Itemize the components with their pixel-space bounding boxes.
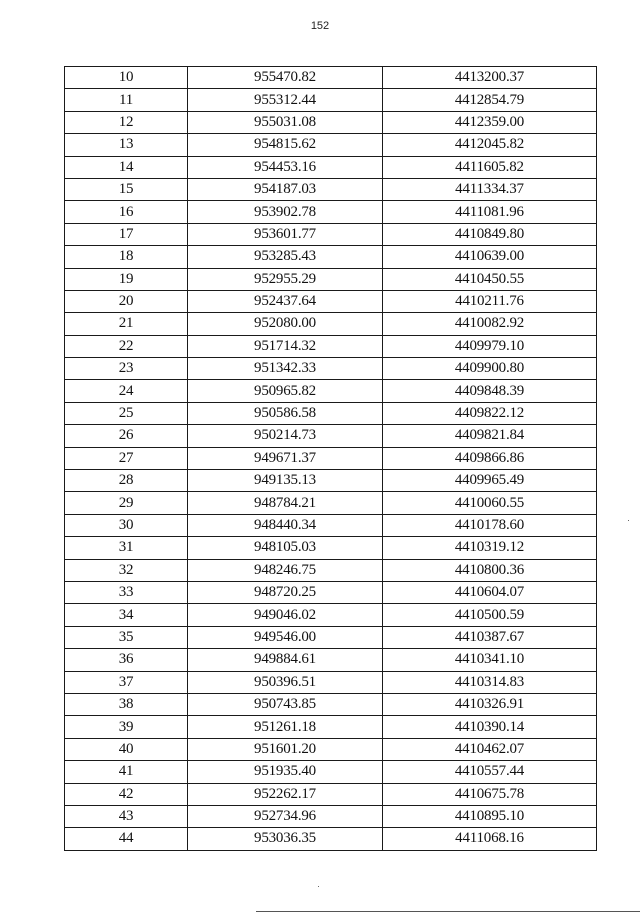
y-coordinate-cell: 4409848.39 xyxy=(383,380,597,402)
y-coordinate-cell: 4410557.44 xyxy=(383,761,597,783)
y-coordinate-cell: 4410462.07 xyxy=(383,738,597,760)
y-coordinate-cell: 4411605.82 xyxy=(383,156,597,178)
point-number-cell: 15 xyxy=(65,178,188,200)
y-coordinate-cell: 4409979.10 xyxy=(383,335,597,357)
y-coordinate-cell: 4412854.79 xyxy=(383,89,597,111)
x-coordinate-cell: 954815.62 xyxy=(188,134,383,156)
y-coordinate-cell: 4411068.16 xyxy=(383,828,597,850)
point-number-cell: 19 xyxy=(65,268,188,290)
table-row xyxy=(65,470,597,492)
point-number-cell: 13 xyxy=(65,134,188,156)
x-coordinate-cell: 950214.73 xyxy=(188,425,383,447)
table-row xyxy=(65,738,597,760)
x-coordinate-cell: 948105.03 xyxy=(188,537,383,559)
point-number-cell: 44 xyxy=(65,828,188,850)
x-coordinate-cell: 951342.33 xyxy=(188,358,383,380)
table-row xyxy=(65,313,597,335)
y-coordinate-cell: 4410895.10 xyxy=(383,805,597,827)
point-number-cell: 31 xyxy=(65,537,188,559)
x-coordinate-cell: 950965.82 xyxy=(188,380,383,402)
table-row xyxy=(65,828,597,850)
table-row xyxy=(65,447,597,469)
point-number-cell: 12 xyxy=(65,111,188,133)
point-number-cell: 38 xyxy=(65,693,188,715)
table-row xyxy=(65,626,597,648)
table-row xyxy=(65,246,597,268)
x-coordinate-cell: 950586.58 xyxy=(188,402,383,424)
y-coordinate-cell: 4410800.36 xyxy=(383,559,597,581)
y-coordinate-cell: 4410082.92 xyxy=(383,313,597,335)
y-coordinate-cell: 4409900.80 xyxy=(383,358,597,380)
page-number: 152 xyxy=(310,20,330,32)
x-coordinate-cell: 952734.96 xyxy=(188,805,383,827)
y-coordinate-cell: 4413200.37 xyxy=(383,67,597,89)
table-row xyxy=(65,67,597,89)
scan-speck xyxy=(628,520,629,521)
table-row xyxy=(65,402,597,424)
x-coordinate-cell: 949884.61 xyxy=(188,649,383,671)
table-row xyxy=(65,581,597,603)
point-number-cell: 14 xyxy=(65,156,188,178)
x-coordinate-cell: 953285.43 xyxy=(188,246,383,268)
y-coordinate-cell: 4410604.07 xyxy=(383,581,597,603)
table-row xyxy=(65,380,597,402)
y-coordinate-cell: 4410450.55 xyxy=(383,268,597,290)
table-row xyxy=(65,649,597,671)
x-coordinate-cell: 952080.00 xyxy=(188,313,383,335)
x-coordinate-cell: 950396.51 xyxy=(188,671,383,693)
table-row xyxy=(65,335,597,357)
y-coordinate-cell: 4410639.00 xyxy=(383,246,597,268)
table-row xyxy=(65,425,597,447)
point-number-cell: 30 xyxy=(65,514,188,536)
x-coordinate-cell: 948246.75 xyxy=(188,559,383,581)
x-coordinate-cell: 948720.25 xyxy=(188,581,383,603)
point-number-cell: 35 xyxy=(65,626,188,648)
point-number-cell: 41 xyxy=(65,761,188,783)
point-number-cell: 27 xyxy=(65,447,188,469)
x-coordinate-cell: 949546.00 xyxy=(188,626,383,648)
table-row xyxy=(65,89,597,111)
point-number-cell: 29 xyxy=(65,492,188,514)
point-number-cell: 42 xyxy=(65,783,188,805)
table-row xyxy=(65,290,597,312)
x-coordinate-cell: 954453.16 xyxy=(188,156,383,178)
x-coordinate-cell: 954187.03 xyxy=(188,178,383,200)
x-coordinate-cell: 955312.44 xyxy=(188,89,383,111)
x-coordinate-cell: 953036.35 xyxy=(188,828,383,850)
y-coordinate-cell: 4410675.78 xyxy=(383,783,597,805)
x-coordinate-cell: 948784.21 xyxy=(188,492,383,514)
x-coordinate-cell: 951261.18 xyxy=(188,716,383,738)
point-number-cell: 34 xyxy=(65,604,188,626)
point-number-cell: 21 xyxy=(65,313,188,335)
coordinates-table xyxy=(64,66,597,851)
point-number-cell: 40 xyxy=(65,738,188,760)
point-number-cell: 28 xyxy=(65,470,188,492)
y-coordinate-cell: 4410178.60 xyxy=(383,514,597,536)
x-coordinate-cell: 952955.29 xyxy=(188,268,383,290)
x-coordinate-cell: 955031.08 xyxy=(188,111,383,133)
y-coordinate-cell: 4410341.10 xyxy=(383,649,597,671)
y-coordinate-cell: 4410387.67 xyxy=(383,626,597,648)
y-coordinate-cell: 4410849.80 xyxy=(383,223,597,245)
point-number-cell: 43 xyxy=(65,805,188,827)
point-number-cell: 11 xyxy=(65,89,188,111)
y-coordinate-cell: 4411081.96 xyxy=(383,201,597,223)
y-coordinate-cell: 4410060.55 xyxy=(383,492,597,514)
table-row xyxy=(65,693,597,715)
point-number-cell: 37 xyxy=(65,671,188,693)
y-coordinate-cell: 4409866.86 xyxy=(383,447,597,469)
point-number-cell: 22 xyxy=(65,335,188,357)
table-row xyxy=(65,671,597,693)
point-number-cell: 23 xyxy=(65,358,188,380)
table-row xyxy=(65,111,597,133)
x-coordinate-cell: 951935.40 xyxy=(188,761,383,783)
y-coordinate-cell: 4409821.84 xyxy=(383,425,597,447)
x-coordinate-cell: 951601.20 xyxy=(188,738,383,760)
x-coordinate-cell: 952437.64 xyxy=(188,290,383,312)
y-coordinate-cell: 4410326.91 xyxy=(383,693,597,715)
y-coordinate-cell: 4409965.49 xyxy=(383,470,597,492)
x-coordinate-cell: 955470.82 xyxy=(188,67,383,89)
table-row xyxy=(65,761,597,783)
table-row xyxy=(65,783,597,805)
y-coordinate-cell: 4411334.37 xyxy=(383,178,597,200)
y-coordinate-cell: 4412045.82 xyxy=(383,134,597,156)
y-coordinate-cell: 4409822.12 xyxy=(383,402,597,424)
point-number-cell: 33 xyxy=(65,581,188,603)
table-row xyxy=(65,201,597,223)
x-coordinate-cell: 952262.17 xyxy=(188,783,383,805)
coordinates-table-body xyxy=(65,67,597,851)
x-coordinate-cell: 949046.02 xyxy=(188,604,383,626)
x-coordinate-cell: 953902.78 xyxy=(188,201,383,223)
table-row xyxy=(65,604,597,626)
point-number-cell: 20 xyxy=(65,290,188,312)
x-coordinate-cell: 953601.77 xyxy=(188,223,383,245)
point-number-cell: 39 xyxy=(65,716,188,738)
y-coordinate-cell: 4410500.59 xyxy=(383,604,597,626)
table-row xyxy=(65,716,597,738)
point-number-cell: 17 xyxy=(65,223,188,245)
y-coordinate-cell: 4410211.76 xyxy=(383,290,597,312)
x-coordinate-cell: 948440.34 xyxy=(188,514,383,536)
point-number-cell: 32 xyxy=(65,559,188,581)
point-number-cell: 36 xyxy=(65,649,188,671)
table-row xyxy=(65,134,597,156)
table-row xyxy=(65,178,597,200)
table-row xyxy=(65,268,597,290)
table-row xyxy=(65,805,597,827)
point-number-cell: 10 xyxy=(65,67,188,89)
table-row xyxy=(65,358,597,380)
y-coordinate-cell: 4412359.00 xyxy=(383,111,597,133)
point-number-cell: 26 xyxy=(65,425,188,447)
point-number-cell: 25 xyxy=(65,402,188,424)
y-coordinate-cell: 4410314.83 xyxy=(383,671,597,693)
page-bottom-edge xyxy=(256,911,640,912)
point-number-cell: 16 xyxy=(65,201,188,223)
table-row xyxy=(65,223,597,245)
table-row xyxy=(65,537,597,559)
y-coordinate-cell: 4410319.12 xyxy=(383,537,597,559)
x-coordinate-cell: 949671.37 xyxy=(188,447,383,469)
table-row xyxy=(65,559,597,581)
scan-speck xyxy=(318,886,319,887)
table-row xyxy=(65,492,597,514)
y-coordinate-cell: 4410390.14 xyxy=(383,716,597,738)
point-number-cell: 18 xyxy=(65,246,188,268)
point-number-cell: 24 xyxy=(65,380,188,402)
x-coordinate-cell: 949135.13 xyxy=(188,470,383,492)
x-coordinate-cell: 950743.85 xyxy=(188,693,383,715)
table-row xyxy=(65,156,597,178)
table-row xyxy=(65,514,597,536)
x-coordinate-cell: 951714.32 xyxy=(188,335,383,357)
